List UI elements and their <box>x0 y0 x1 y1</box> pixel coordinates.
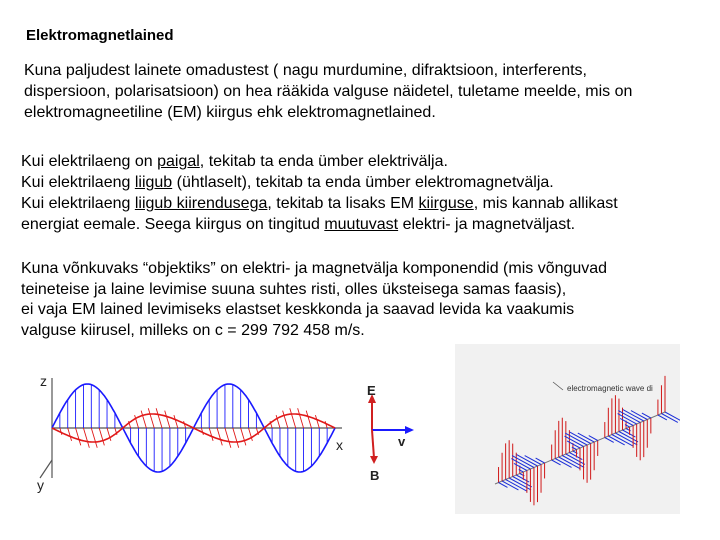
text-run: Kui elektrilaeng <box>21 174 135 191</box>
b-field-arrow <box>156 408 162 428</box>
osc-line: Kuna võnkuvaks “objektiks” on elektri- ja magnetvälja komponendid (mis võnguvad <box>21 260 608 277</box>
intro-line: dispersioon, polarisatsioon) on hea rääkida valguse näidetel, tuletame meelde, mis on <box>24 83 633 100</box>
b-vector-arrow <box>372 430 374 458</box>
underlined-term: paigal <box>157 153 200 170</box>
b-field-arrow <box>306 411 311 428</box>
b-field-arrow <box>76 428 81 445</box>
text-run: , mis kannab allikast <box>473 195 618 212</box>
b-field-arrow <box>91 428 97 448</box>
b-vector-head <box>370 456 378 464</box>
y-axis-line <box>40 460 52 478</box>
b-field-arrow <box>148 408 154 428</box>
intro-line: elektromagneetiline (EM) kiirgus ehk elektromagnetlained. <box>24 104 436 121</box>
b-field-arrow <box>165 411 170 428</box>
osc-line: ei vaja EM lained levimiseks elastset keskkonda ja saavad levida ka vaakumis <box>21 301 575 318</box>
b-field-arrow <box>99 428 104 445</box>
em-wave-diagram <box>30 360 430 500</box>
text-run: , tekitab ta lisaks EM <box>267 195 419 212</box>
y-axis-label: y <box>37 477 44 493</box>
text-run: Kui elektrilaeng <box>21 195 135 212</box>
b-field-arrow <box>217 428 222 445</box>
b-field-arrow <box>141 411 146 428</box>
intro-paragraph <box>24 60 714 123</box>
illustration-caption: electromagnetic wave di <box>567 384 653 393</box>
charge-line-3 <box>21 193 716 214</box>
b-field-arrow <box>290 408 296 428</box>
underlined-term: liigub <box>134 174 173 191</box>
z-axis-label: z <box>40 373 47 389</box>
text-run: energiat eemale. Seega kiirgus on tingitud <box>21 216 325 233</box>
e-vector-label: E <box>367 383 376 398</box>
b-field-arrow <box>68 428 72 441</box>
underlined-term: muutuvast <box>324 216 399 233</box>
b-field-arrow <box>315 415 319 428</box>
text-run: elektri- ja magnetväljast. <box>398 216 576 233</box>
osc-line: valguse kiirusel, milleks on c = 299 792 458 m/s. <box>21 321 365 339</box>
v-vector-head <box>405 426 414 434</box>
b-field-arrow <box>209 428 213 441</box>
text-run: (ühtlaselt), tekitab ta enda ümber elektromagnetvälja. <box>172 174 554 191</box>
intro-line: Kuna paljudest lainete omadustest ( nagu murdumine, difraktsioon, interferents, <box>24 62 587 79</box>
b-field-arrow <box>298 408 304 428</box>
b-field-arrow <box>241 428 246 445</box>
b-field-arrow <box>225 428 231 448</box>
underlined-term: kiirguse <box>418 195 474 212</box>
b-field-arrow <box>233 428 239 448</box>
charge-line-1 <box>21 151 716 172</box>
underlined-term: liigub kiirendusega <box>134 195 268 212</box>
page-title: Elektromagnetlained <box>26 27 174 44</box>
text-run: Kui elektrilaeng on <box>21 153 158 170</box>
em-wave-3d-illustration <box>455 344 680 514</box>
text-run: , tekitab ta enda ümber elektrivälja. <box>199 153 448 170</box>
b-field-arrow <box>174 415 178 428</box>
x-axis-label: x <box>336 437 343 453</box>
oscillation-paragraph <box>21 259 716 341</box>
b-field-arrow <box>283 411 288 428</box>
charge-line-4 <box>21 214 716 235</box>
v-vector-label: v <box>398 434 406 449</box>
b-vector-label: B <box>370 468 380 483</box>
charge-paragraph <box>21 151 716 235</box>
illustration-background <box>455 344 680 514</box>
charge-line-2 <box>21 172 716 193</box>
osc-line: teineteise ja laine levimise suuna suhtes risti, olles üksteisega samas faasis), <box>21 280 567 298</box>
b-field-arrow <box>83 428 89 448</box>
